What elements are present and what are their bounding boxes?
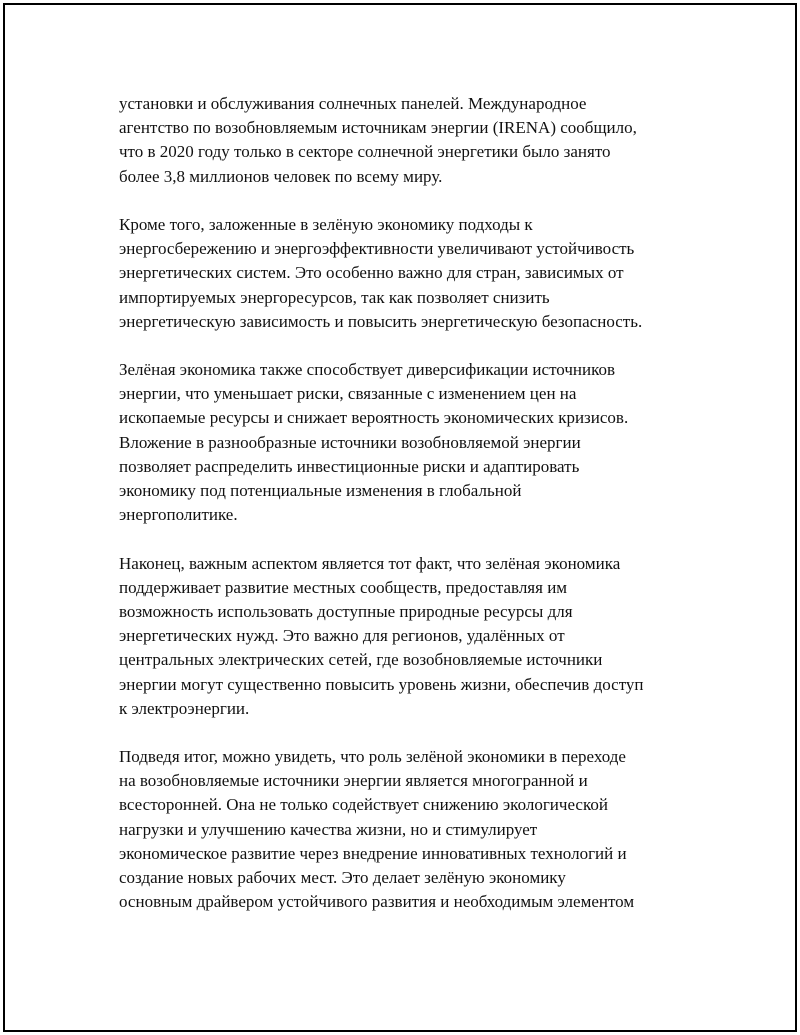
text-line: агентство по возобновляемым источникам энергии (IRENA) сообщило, [119, 118, 637, 138]
paragraph-3 [119, 358, 699, 527]
text-line: основным драйвером устойчивого развития и необходимым элементом [119, 892, 635, 912]
text-line: Вложение в разнообразные источники возобновляемой энергии [119, 432, 581, 452]
text-line: нагрузки и улучшению качества жизни, но и стимулирует [119, 819, 538, 839]
text-line: создание новых рабочих мест. Это делает зелёную экономику [119, 868, 566, 887]
document-body [119, 92, 699, 939]
text-line: всесторонней. Она не только содействует снижению экологической [119, 795, 608, 815]
text-line: к электроэнергии. [119, 698, 250, 718]
paragraph-5 [119, 745, 699, 914]
text-line: Подведя итог, можно увидеть, что роль зелёной экономики в переходе [119, 747, 626, 767]
paragraph-1 [119, 92, 699, 189]
text-line: экономическое развитие через внедрение инновативных технологий и [119, 843, 627, 863]
text-line: возможность использовать доступные природные ресурсы для [119, 601, 573, 621]
text-line: ископаемые ресурсы и снижает вероятность экономических кризисов. [119, 408, 629, 428]
text-line: Зелёная экономика также способствует диверсификации источников [119, 360, 616, 380]
paragraph-4 [119, 552, 699, 721]
text-line: энергии, что уменьшает риски, связанные с изменением цен на [119, 384, 577, 404]
text-line: импортируемых энергоресурсов, так как позволяет снизить [119, 287, 550, 307]
text-line: установки и обслуживания солнечных панелей. Международное [119, 94, 587, 113]
text-line: на возобновляемые источники энергии является многогранной и [119, 771, 588, 791]
text-line: Наконец, важным аспектом является тот факт, что зелёная экономика [119, 553, 621, 573]
text-line: энергосбережению и энергоэффективности увеличивают устойчивость [119, 239, 635, 259]
text-line: энергетическую зависимость и повысить энергетическую безопасность. [119, 311, 643, 331]
text-line: экономику под потенциальные изменения в глобальной [119, 481, 522, 500]
paragraph-2 [119, 213, 699, 334]
text-line: энергополитике. [119, 505, 238, 525]
text-line: энергетических нужд. Это важно для регионов, удалённых от [119, 626, 565, 646]
text-line: более 3,8 миллионов человек по всему миру. [119, 166, 443, 186]
text-line: энергетических систем. Это особенно важно для стран, зависимых от [119, 263, 624, 283]
text-line: Кроме того, заложенные в зелёную экономику подходы к [119, 214, 533, 234]
text-line: поддерживает развитие местных сообществ, предоставляя им [119, 577, 568, 597]
text-line: энергии могут существенно повысить уровень жизни, обеспечив доступ [119, 674, 644, 694]
text-line: что в 2020 году только в секторе солнечной энергетики было занято [119, 142, 611, 162]
text-line: позволяет распределить инвестиционные риски и адаптировать [119, 456, 580, 476]
text-line: центральных электрических сетей, где возобновляемые источники [119, 650, 603, 670]
